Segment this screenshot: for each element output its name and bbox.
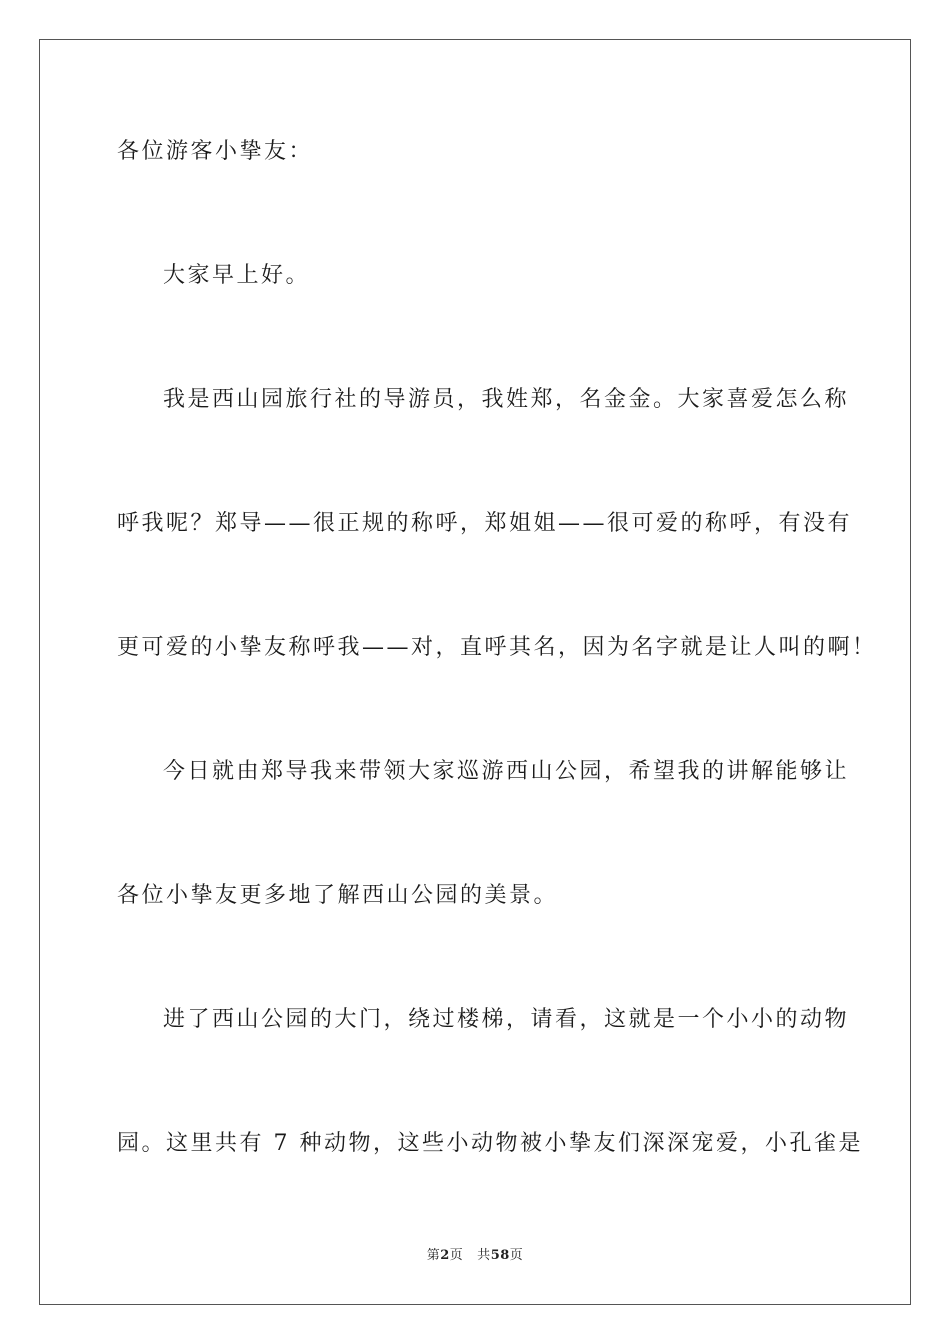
text-line-2: 大家早上好。 xyxy=(163,263,311,288)
footer-total-suffix: 页 xyxy=(509,1248,524,1263)
text-line-1: 各位游客小挚友： xyxy=(117,139,314,164)
footer-total-pages: 58 xyxy=(490,1248,510,1263)
text-line-8: 进了西山公园的大门，绕过楼梯，请看，这就是一个小小的动物 xyxy=(163,1007,850,1032)
page-frame xyxy=(39,39,911,1305)
footer-page-number: 2 xyxy=(440,1248,450,1263)
text-line-9: 园。这里共有 7 种动物，这些小动物被小挚友们深深宠爱，小孔雀是 xyxy=(117,1131,863,1156)
page-footer xyxy=(0,1247,950,1265)
text-line-6: 今日就由郑导我来带领大家巡游西山公园，希望我的讲解能够让 xyxy=(163,759,850,784)
footer-page-suffix: 页 xyxy=(449,1248,464,1263)
text-line-4: 呼我呢？郑导——很正规的称呼，郑姐姐——很可爱的称呼，有没有 xyxy=(117,511,853,536)
footer-page-prefix: 第 xyxy=(426,1248,441,1263)
text-line-3: 我是西山园旅行社的导游员，我姓郑，名金金。大家喜爱怎么称 xyxy=(163,387,850,412)
text-line-5: 更可爱的小挚友称呼我——对，直呼其名，因为名字就是让人叫的啊！ xyxy=(117,635,877,660)
footer-total-prefix: 共 xyxy=(477,1248,491,1263)
text-line-7: 各位小挚友更多地了解西山公园的美景。 xyxy=(117,883,559,908)
